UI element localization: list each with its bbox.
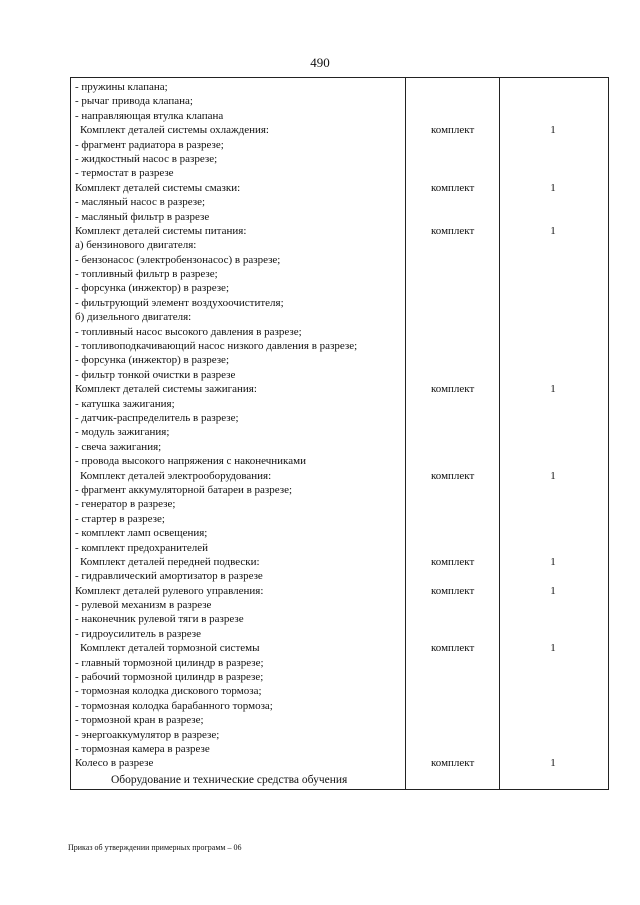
- item-text: - бензонасос (электробензонасос) в разрезе;: [75, 253, 281, 266]
- item-text: - тормозная колодка дискового тормоза;: [75, 685, 262, 698]
- table-row: [75, 353, 607, 367]
- item-text: - пружины клапана;: [75, 81, 168, 93]
- item-text: - фрагмент аккумуляторной батареи в разрезе;: [75, 483, 293, 496]
- unit-cell: комплект: [431, 383, 475, 396]
- quantity-cell: 1: [550, 469, 556, 482]
- item-text: - фрагмент радиатора в разрезе;: [75, 138, 224, 151]
- quantity-cell: 1: [550, 224, 556, 237]
- item-text: - датчик-распределитель в разрезе;: [75, 411, 239, 424]
- table-row: [75, 310, 607, 324]
- table-row: [75, 368, 607, 382]
- table-row: [75, 742, 607, 756]
- item-text: - наконечник рулевой тяги в разрезе: [75, 613, 244, 626]
- item-text: - гидравлический амортизатор в разрезе: [75, 570, 263, 583]
- item-text: - комплект ламп освещения;: [75, 527, 208, 540]
- table-row: [75, 641, 607, 655]
- item-text: - главный тормозной цилиндр в разрезе;: [75, 656, 264, 669]
- table-row: [75, 512, 607, 526]
- table-row: [75, 109, 607, 123]
- item-text: Комплект деталей системы смазки:: [75, 181, 241, 194]
- table-row: [75, 195, 607, 209]
- table-row: [75, 382, 607, 396]
- unit-cell: комплект: [431, 469, 475, 482]
- item-text: - комплект предохранителей: [75, 541, 209, 554]
- table-row: [75, 584, 607, 598]
- item-text: - топливоподкачивающий насос низкого давления в разрезе;: [75, 340, 358, 353]
- section-heading: Оборудование и технические средства обучения: [111, 774, 348, 786]
- item-text: - форсунка (инжектор) в разрезе;: [75, 354, 229, 367]
- quantity-cell: 1: [550, 584, 556, 597]
- item-text: а) бензинового двигателя:: [75, 239, 197, 252]
- quantity-cell: 1: [550, 383, 556, 396]
- item-text: Комплект деталей системы питания:: [75, 224, 247, 237]
- item-text: б) дизельного двигателя:: [75, 311, 192, 324]
- unit-cell: комплект: [431, 555, 475, 568]
- item-text: - модуль зажигания;: [75, 426, 170, 439]
- unit-cell: комплект: [431, 181, 475, 194]
- item-text: - масляный фильтр в разрезе: [75, 210, 210, 223]
- table-row: [75, 440, 607, 454]
- table-row: [75, 80, 607, 94]
- table-row: [75, 612, 607, 626]
- quantity-cell: 1: [550, 124, 556, 137]
- table-row: [75, 138, 607, 152]
- item-text: - топливный фильтр в разрезе;: [75, 268, 218, 281]
- table-row: [75, 296, 607, 310]
- quantity-cell: 1: [550, 642, 556, 655]
- table-row: [75, 684, 607, 698]
- item-text: Колесо в разрезе: [75, 757, 154, 770]
- table-row: [75, 670, 607, 684]
- table-row: [75, 569, 607, 583]
- item-text: - направляющая втулка клапана: [75, 109, 224, 122]
- quantity-cell: 1: [550, 555, 556, 568]
- table-row: [75, 210, 607, 224]
- table-row: [75, 541, 607, 555]
- table-row: [75, 656, 607, 670]
- table-row: [75, 166, 607, 180]
- item-text: - тормозная колодка барабанного тормоза;: [75, 699, 273, 712]
- item-text: - энергоаккумулятор в разрезе;: [75, 728, 220, 741]
- footer-note: Приказ об утверждении примерных программ – 06: [68, 843, 242, 852]
- item-text: - генератор в разрезе;: [75, 498, 176, 511]
- item-text: - гидроусилитель в разрезе: [75, 627, 201, 640]
- item-text: - стартер в разрезе;: [75, 512, 165, 525]
- table-row: [75, 728, 607, 742]
- table-row: [75, 281, 607, 295]
- table-row: [75, 425, 607, 439]
- item-text: - тормозная камера в разрезе: [75, 742, 210, 755]
- item-text: - фильтрующий элемент воздухоочистителя;: [75, 296, 284, 309]
- table-row: [75, 339, 607, 353]
- item-text: - тормозной кран в разрезе;: [75, 714, 204, 727]
- item-text: - провода высокого напряжения с наконечниками: [75, 455, 306, 468]
- table-row: [75, 526, 607, 540]
- quantity-cell: 1: [550, 757, 556, 770]
- item-text: - термостат в разрезе: [75, 167, 174, 180]
- table-row: [75, 267, 607, 281]
- item-text: - рычаг привода клапана;: [75, 95, 193, 108]
- table-row: [75, 497, 607, 511]
- item-text: Комплект деталей передней подвески:: [80, 555, 260, 568]
- equipment-table: [70, 77, 609, 790]
- unit-cell: комплект: [431, 584, 475, 597]
- table-row: [75, 224, 607, 238]
- table-row: [75, 483, 607, 497]
- item-text: Комплект деталей рулевого управления:: [75, 584, 264, 597]
- table-row: [75, 253, 607, 267]
- table-row: [75, 411, 607, 425]
- unit-cell: комплект: [431, 642, 475, 655]
- table-row: [75, 469, 607, 483]
- table-row: [75, 181, 607, 195]
- table-row: [75, 598, 607, 612]
- item-text: Комплект деталей системы охлаждения:: [80, 124, 269, 137]
- item-text: Комплект деталей электрооборудования:: [80, 469, 272, 482]
- page-number: 490: [310, 55, 330, 70]
- item-text: - жидкостный насос в разрезе;: [75, 152, 218, 165]
- item-text: - свеча зажигания;: [75, 440, 162, 453]
- item-text: - форсунка (инжектор) в разрезе;: [75, 282, 229, 295]
- table-row: [75, 627, 607, 641]
- table-row: [75, 94, 607, 108]
- item-text: - масляный насос в разрезе;: [75, 196, 206, 209]
- table-rows: [75, 80, 607, 771]
- table-row: [75, 238, 607, 252]
- table-row: [75, 713, 607, 727]
- item-text: - рабочий тормозной цилиндр в разрезе;: [75, 671, 264, 684]
- table-row: [75, 123, 607, 137]
- table-row: [75, 152, 607, 166]
- unit-cell: комплект: [431, 124, 475, 137]
- item-text: Комплект деталей системы зажигания:: [75, 383, 257, 396]
- item-text: - рулевой механизм в разрезе: [75, 599, 212, 612]
- unit-cell: комплект: [431, 757, 475, 770]
- table-row: [75, 555, 607, 569]
- unit-cell: комплект: [431, 224, 475, 237]
- item-text: Комплект деталей тормозной системы: [80, 642, 260, 655]
- item-text: - катушка зажигания;: [75, 397, 175, 410]
- item-text: - фильтр тонкой очистки в разрезе: [75, 368, 236, 381]
- item-text: - топливный насос высокого давления в разрезе;: [75, 325, 302, 338]
- quantity-cell: 1: [550, 181, 556, 194]
- table-row: [75, 454, 607, 468]
- table-row: [75, 325, 607, 339]
- table-row: [75, 397, 607, 411]
- table-row: [75, 699, 607, 713]
- table-row: [75, 756, 607, 770]
